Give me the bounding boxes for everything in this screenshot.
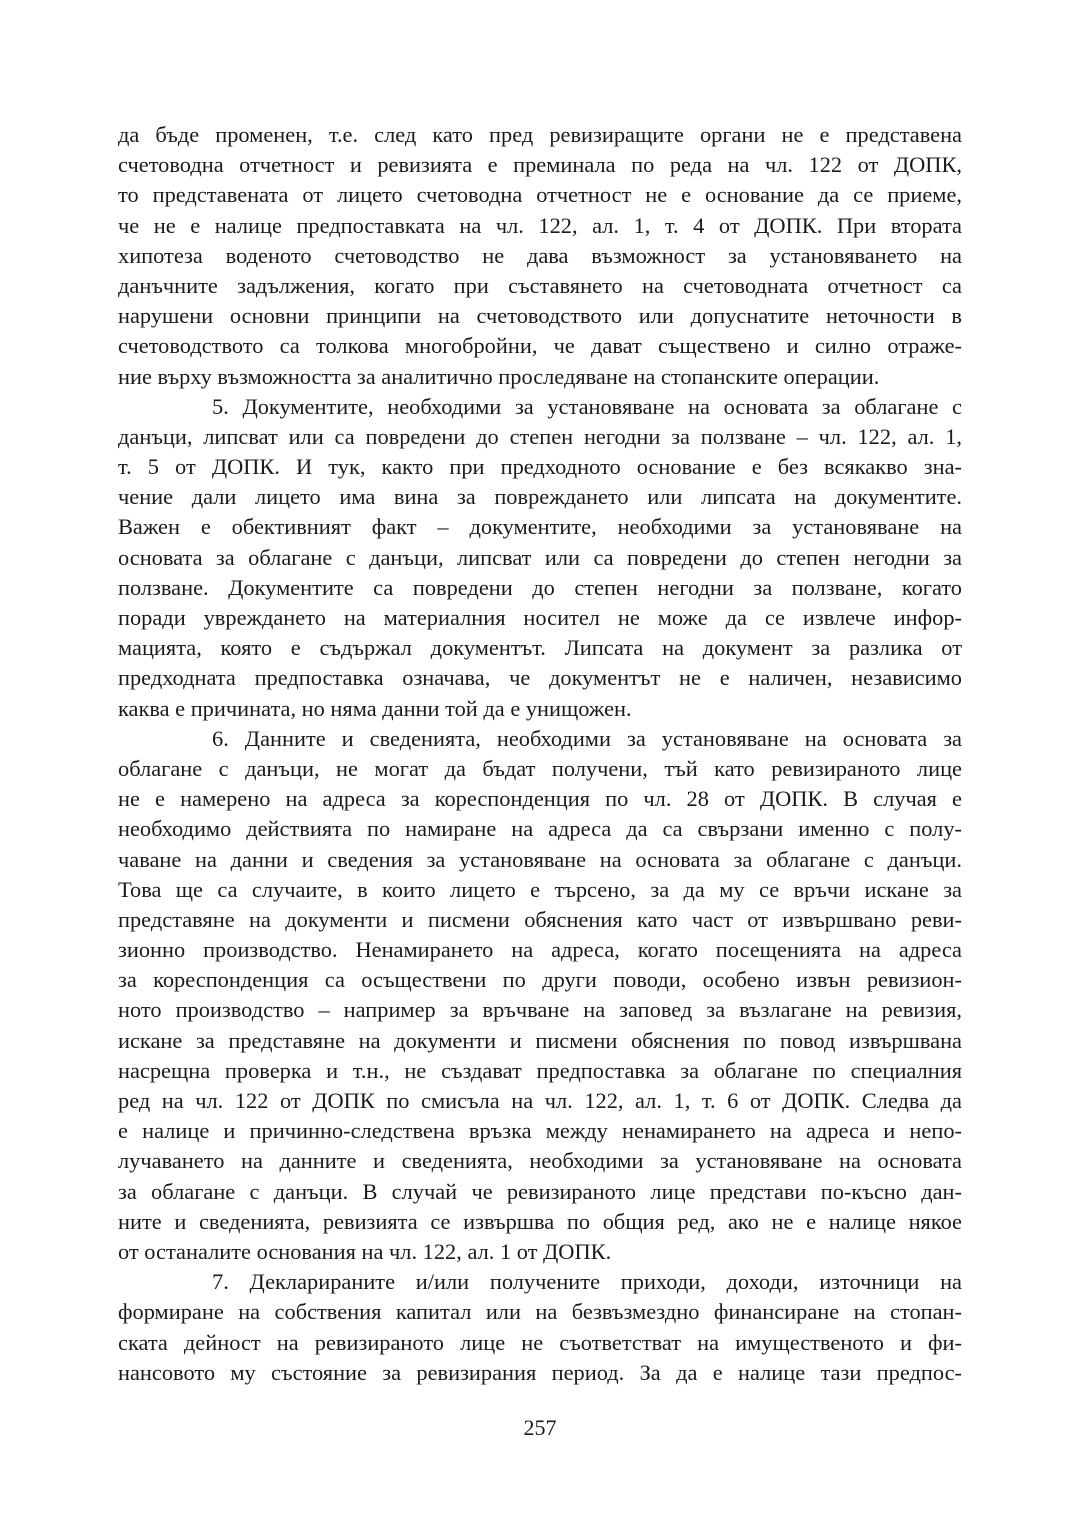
body-text <box>118 120 962 1388</box>
text-line: искане за представяне на документи и писмени обяснения по повод извършвана <box>118 1027 962 1053</box>
text-line: нарушени основни принципи на счетоводството или допуснатите неточности в <box>118 303 962 329</box>
text-line: да бъде променен, т.е. след като пред ревизиращите органи не е представена <box>118 122 962 147</box>
paragraph <box>118 392 962 724</box>
text-line: Това ще са случаите, в които лицето е търсено, за да му се връчи искане за <box>118 876 962 902</box>
text-line: ред на чл. 122 от ДОПК по смисъла на чл. 122, ал. 1, т. 6 от ДОПК. Следва да <box>118 1088 962 1113</box>
text-line: ните и сведенията, ревизията се извършва по общия ред, ако не е налице някое <box>118 1208 962 1234</box>
text-line: чение дали лицето има вина за повреждането или липсата на документите. <box>118 484 962 510</box>
text-line: Важен е обективният факт – документите, необходими за установяване на <box>118 514 962 540</box>
text-line: е налице и причинно-следствена връзка между ненамирането на адреса и непо- <box>118 1118 962 1144</box>
text-line: то представената от лицето счетоводна отчетност не е основание да се приеме, <box>118 182 962 208</box>
text-line: чаване на данни и сведения за установяване на основата за облагане с данъци. <box>118 846 962 872</box>
text-line: счетоводството са толкова многобройни, че дават съществено и силно отраже- <box>118 333 962 359</box>
text-line: формиране на собствения капитал или на безвъзмездно финансиране на стопан- <box>118 1299 962 1325</box>
text-line: лучаването на данните и сведенията, необходими за установяване на основата <box>118 1148 962 1174</box>
text-line: данъци, липсват или са повредени до степен негодни за ползване – чл. 122, ал. 1, <box>118 423 962 449</box>
paragraph <box>118 120 962 392</box>
text-line: ската дейност на ревизираното лице не съответстват на имущественото и фи- <box>118 1329 962 1355</box>
text-line: нансовото му състояние за ревизирания период. За да е налице тази предпос- <box>118 1359 962 1385</box>
text-line: счетоводна отчетност и ревизията е преминала по реда на чл. 122 от ДОПК, <box>118 152 962 178</box>
text-line: 5. Документите, необходими за установяване на основата за облагане с <box>212 393 962 419</box>
text-line: ние върху възможността за аналитично проследяване на стопанските операции. <box>118 363 880 389</box>
paragraph <box>118 724 962 1267</box>
text-line: насрещна проверка и т.н., не създават предпоставка за облагане по специалния <box>118 1057 962 1083</box>
text-line: поради увреждането на материалния носител не може да се извлече инфор- <box>118 605 962 630</box>
text-line: мацията, която е съдържал документът. Липсата на документ за разлика от <box>118 635 962 661</box>
paragraph <box>118 1267 962 1388</box>
text-line: хипотеза воденото счетоводство не дава възможност за установяването на <box>118 242 962 268</box>
text-line: за облагане с данъци. В случай че ревизираното лице представи по-късно дан- <box>118 1178 962 1204</box>
text-line: предходната предпоставка означава, че документът не е наличен, независимо <box>118 665 962 691</box>
text-line: представяне на документи и писмени обяснения като част от извършвано реви- <box>118 906 962 932</box>
text-line: каква е причината, но няма данни той да е унищожен. <box>118 695 632 721</box>
text-line: че не е налице предпоставката на чл. 122, ал. 1, т. 4 от ДОПК. При втората <box>118 212 962 238</box>
text-line: т. 5 от ДОПК. И тук, както при предходното основание е без всякакво зна- <box>118 454 962 480</box>
text-line: основата за облагане с данъци, липсват или са повредени до степен негодни за <box>118 544 962 570</box>
text-line: зионно производство. Ненамирането на адреса, когато посещенията на адреса <box>118 937 962 963</box>
text-line: ползване. Документите са повредени до степен негодни за ползване, когато <box>118 574 962 600</box>
text-line: 7. Декларираните и/или получените приходи, доходи, източници на <box>212 1269 962 1295</box>
text-line: за кореспонденция са осъществени по други поводи, особено извън ревизион- <box>118 967 962 993</box>
text-line: не е намерено на адреса за кореспонденция по чл. 28 от ДОПК. В случая е <box>118 786 962 812</box>
text-line: необходимо действията по намиране на адреса да са свързани именно с полу- <box>118 816 962 842</box>
page-number: 257 <box>523 1415 557 1440</box>
text-line: от останалите основания на чл. 122, ал. 1 от ДОПК. <box>118 1238 612 1264</box>
text-line: 6. Данните и сведенията, необходими за установяване на основата за <box>212 725 962 751</box>
text-line: ното производство – например за връчване на заповед за възлагане на ревизия, <box>118 997 962 1023</box>
text-line: облагане с данъци, не могат да бъдат получени, тъй като ревизираното лице <box>118 755 962 781</box>
text-line: данъчните задължения, когато при съставянето на счетоводната отчетност са <box>118 272 962 298</box>
